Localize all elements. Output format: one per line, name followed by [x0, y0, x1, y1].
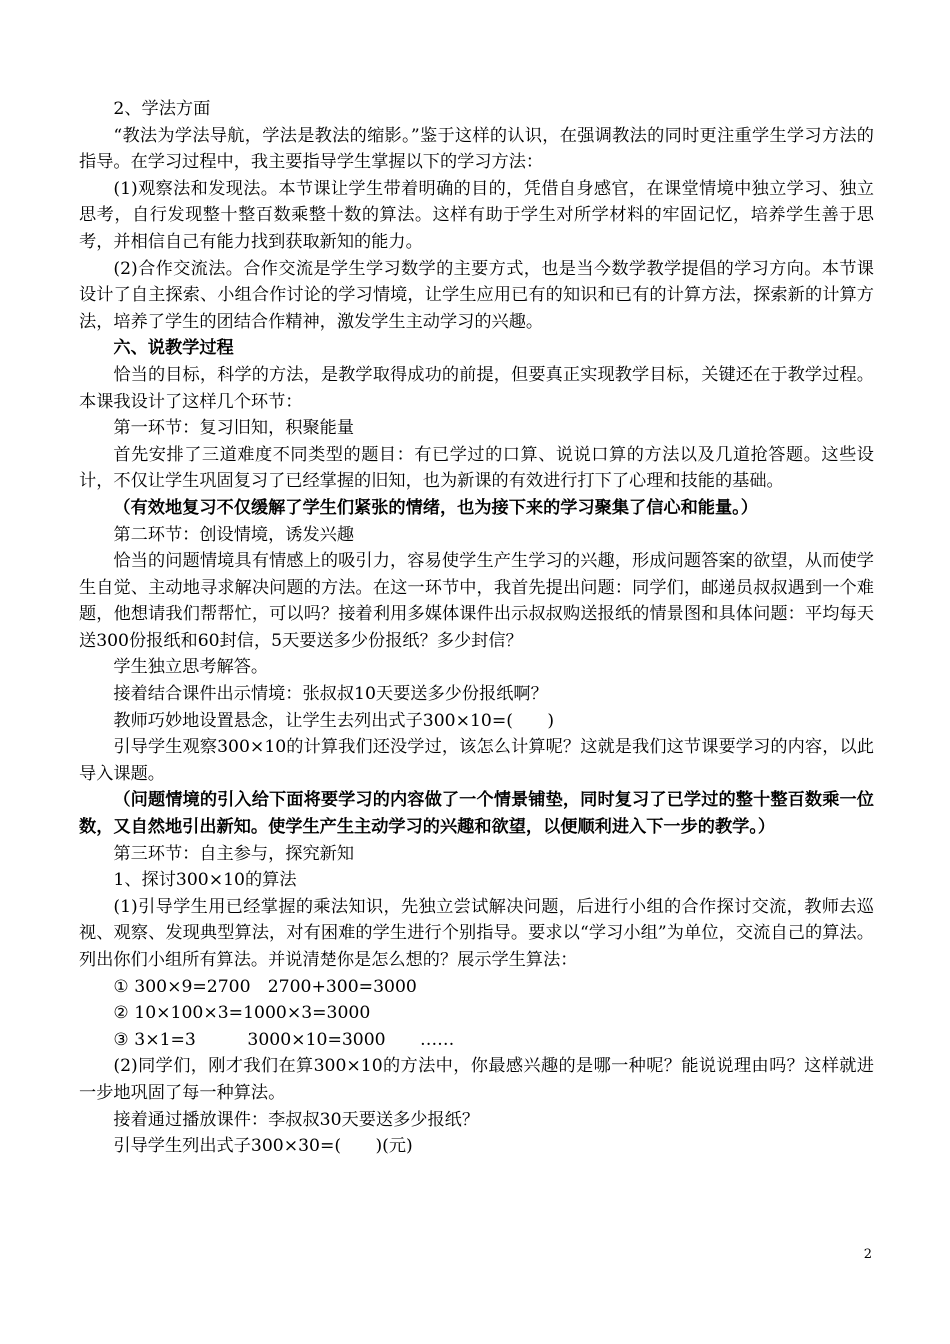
paragraph: (2)同学们，刚才我们在算300×10的方法中，你最感兴趣的是哪一种呢？能说说理由吗？这样就进一步地巩固了每一种算法。: [79, 1056, 874, 1103]
paragraph: 接着通过播放课件：李叔叔30天要送多少报纸？: [113, 1109, 480, 1130]
paragraph: 引导学生观察300×10的计算我们还没学过，该怎么计算呢？这就是我们这节课要学习的内容，以此导入课题。: [79, 737, 874, 784]
bold-paragraph: （有效地复习不仅缓解了学生们紧张的情绪，也为接下来的学习聚集了信心和能量。）: [113, 497, 758, 518]
paragraph: 第三环节：自主参与，探究新知: [113, 843, 355, 864]
paragraph: 1、探讨300×10的算法: [113, 870, 297, 891]
page-number: 2: [863, 1247, 872, 1262]
bold-paragraph: 六、说教学过程: [113, 338, 234, 359]
paragraph: 教师巧妙地设置悬念，让学生去列出式子300×10=( ): [113, 710, 555, 731]
paragraph: 第一环节：复习旧知，积聚能量: [113, 418, 355, 439]
paragraph: ② 10×100×3=1000×3=3000: [113, 1003, 371, 1024]
paragraph: 第二环节：创设情境，诱发兴趣: [113, 524, 355, 545]
paragraph: 恰当的目标，科学的方法，是教学取得成功的前提，但要真正实现教学目标，关键还在于教学过程。本课我设计了这样几个环节：: [79, 364, 874, 412]
paragraph: 引导学生列出式子300×30=( )(元): [113, 1136, 413, 1157]
paragraph: (1)观察法和发现法。本节课让学生带着明确的目的，凭借自身感官，在课堂情境中独立学习、独立思考，自行发现整十整百数乘整十数的算法。这样有助于学生对所学材料的牢固记忆，培养学生善于思考，并相信自己有能力找到获取新知的能力。: [79, 178, 874, 252]
paragraph: 接着结合课件出示情境：张叔叔10天要送多少份报纸啊？: [113, 684, 548, 705]
paragraph: “教法为学法导航，学法是教法的缩影。”鉴于这样的认识，在强调教法的同时更注重学生学习方法的指导。在学习过程中，我主要指导学生掌握以下的学习方法：: [79, 125, 874, 173]
paragraph: (1)引导学生用已经掌握的乘法知识，先独立尝试解决问题，后进行小组的合作探讨交流，教师去巡视、观察、发现典型算法，对有困难的学生进行个别指导。要求以“学习小组”为单位，交流自己的算法。列出你们小组所有算法。并说清楚你是怎么想的？展示学生算法：: [79, 896, 874, 970]
bold-paragraph: （问题情境的引入给下面将要学习的内容做了一个情景铺垫，同时复习了已学过的整十整百数乘一位数，又自然地引出新知。使学生产生主动学习的兴趣和欲望，以便顺利进入下一步的教学。）: [79, 790, 874, 838]
document-body: [79, 96, 874, 1160]
paragraph: 首先安排了三道难度不同类型的题目：有已学过的口算、说说口算的方法以及几道抢答题。这些设计，不仅让学生巩固复习了已经掌握的旧知，也为新课的有效进行打下了心理和技能的基础。: [79, 444, 874, 492]
paragraph: 学生独立思考解答。: [113, 657, 269, 678]
paragraph: ③ 3×1=3 3000×10=3000 ……: [113, 1029, 455, 1050]
paragraph: ① 300×9=2700 2700+300=3000: [113, 976, 417, 997]
paragraph: (2)合作交流法。合作交流是学生学习数学的主要方式，也是当今数学教学提倡的学习方向。本节课设计了自主探索、小组合作讨论的学习情境，让学生应用已有的知识和已有的计算方法，探索新的计算方法，培养了学生的团结合作精神，激发学生主动学习的兴趣。: [79, 258, 874, 332]
paragraph: 2、学法方面: [113, 99, 211, 119]
paragraph: 恰当的问题情境具有情感上的吸引力，容易使学生产生学习的兴趣，形成问题答案的欲望，从而使学生自觉、主动地寻求解决问题的方法。在这一环节中，我首先提出问题：同学们，邮递员叔叔遇到一个难题，他想请我们帮帮忙，可以吗？接着利用多媒体课件出示叔叔购送报纸的情景图和具体问题：平均每天送300份报纸和60封信，5天要送多少份报纸？多少封信？: [79, 551, 874, 651]
